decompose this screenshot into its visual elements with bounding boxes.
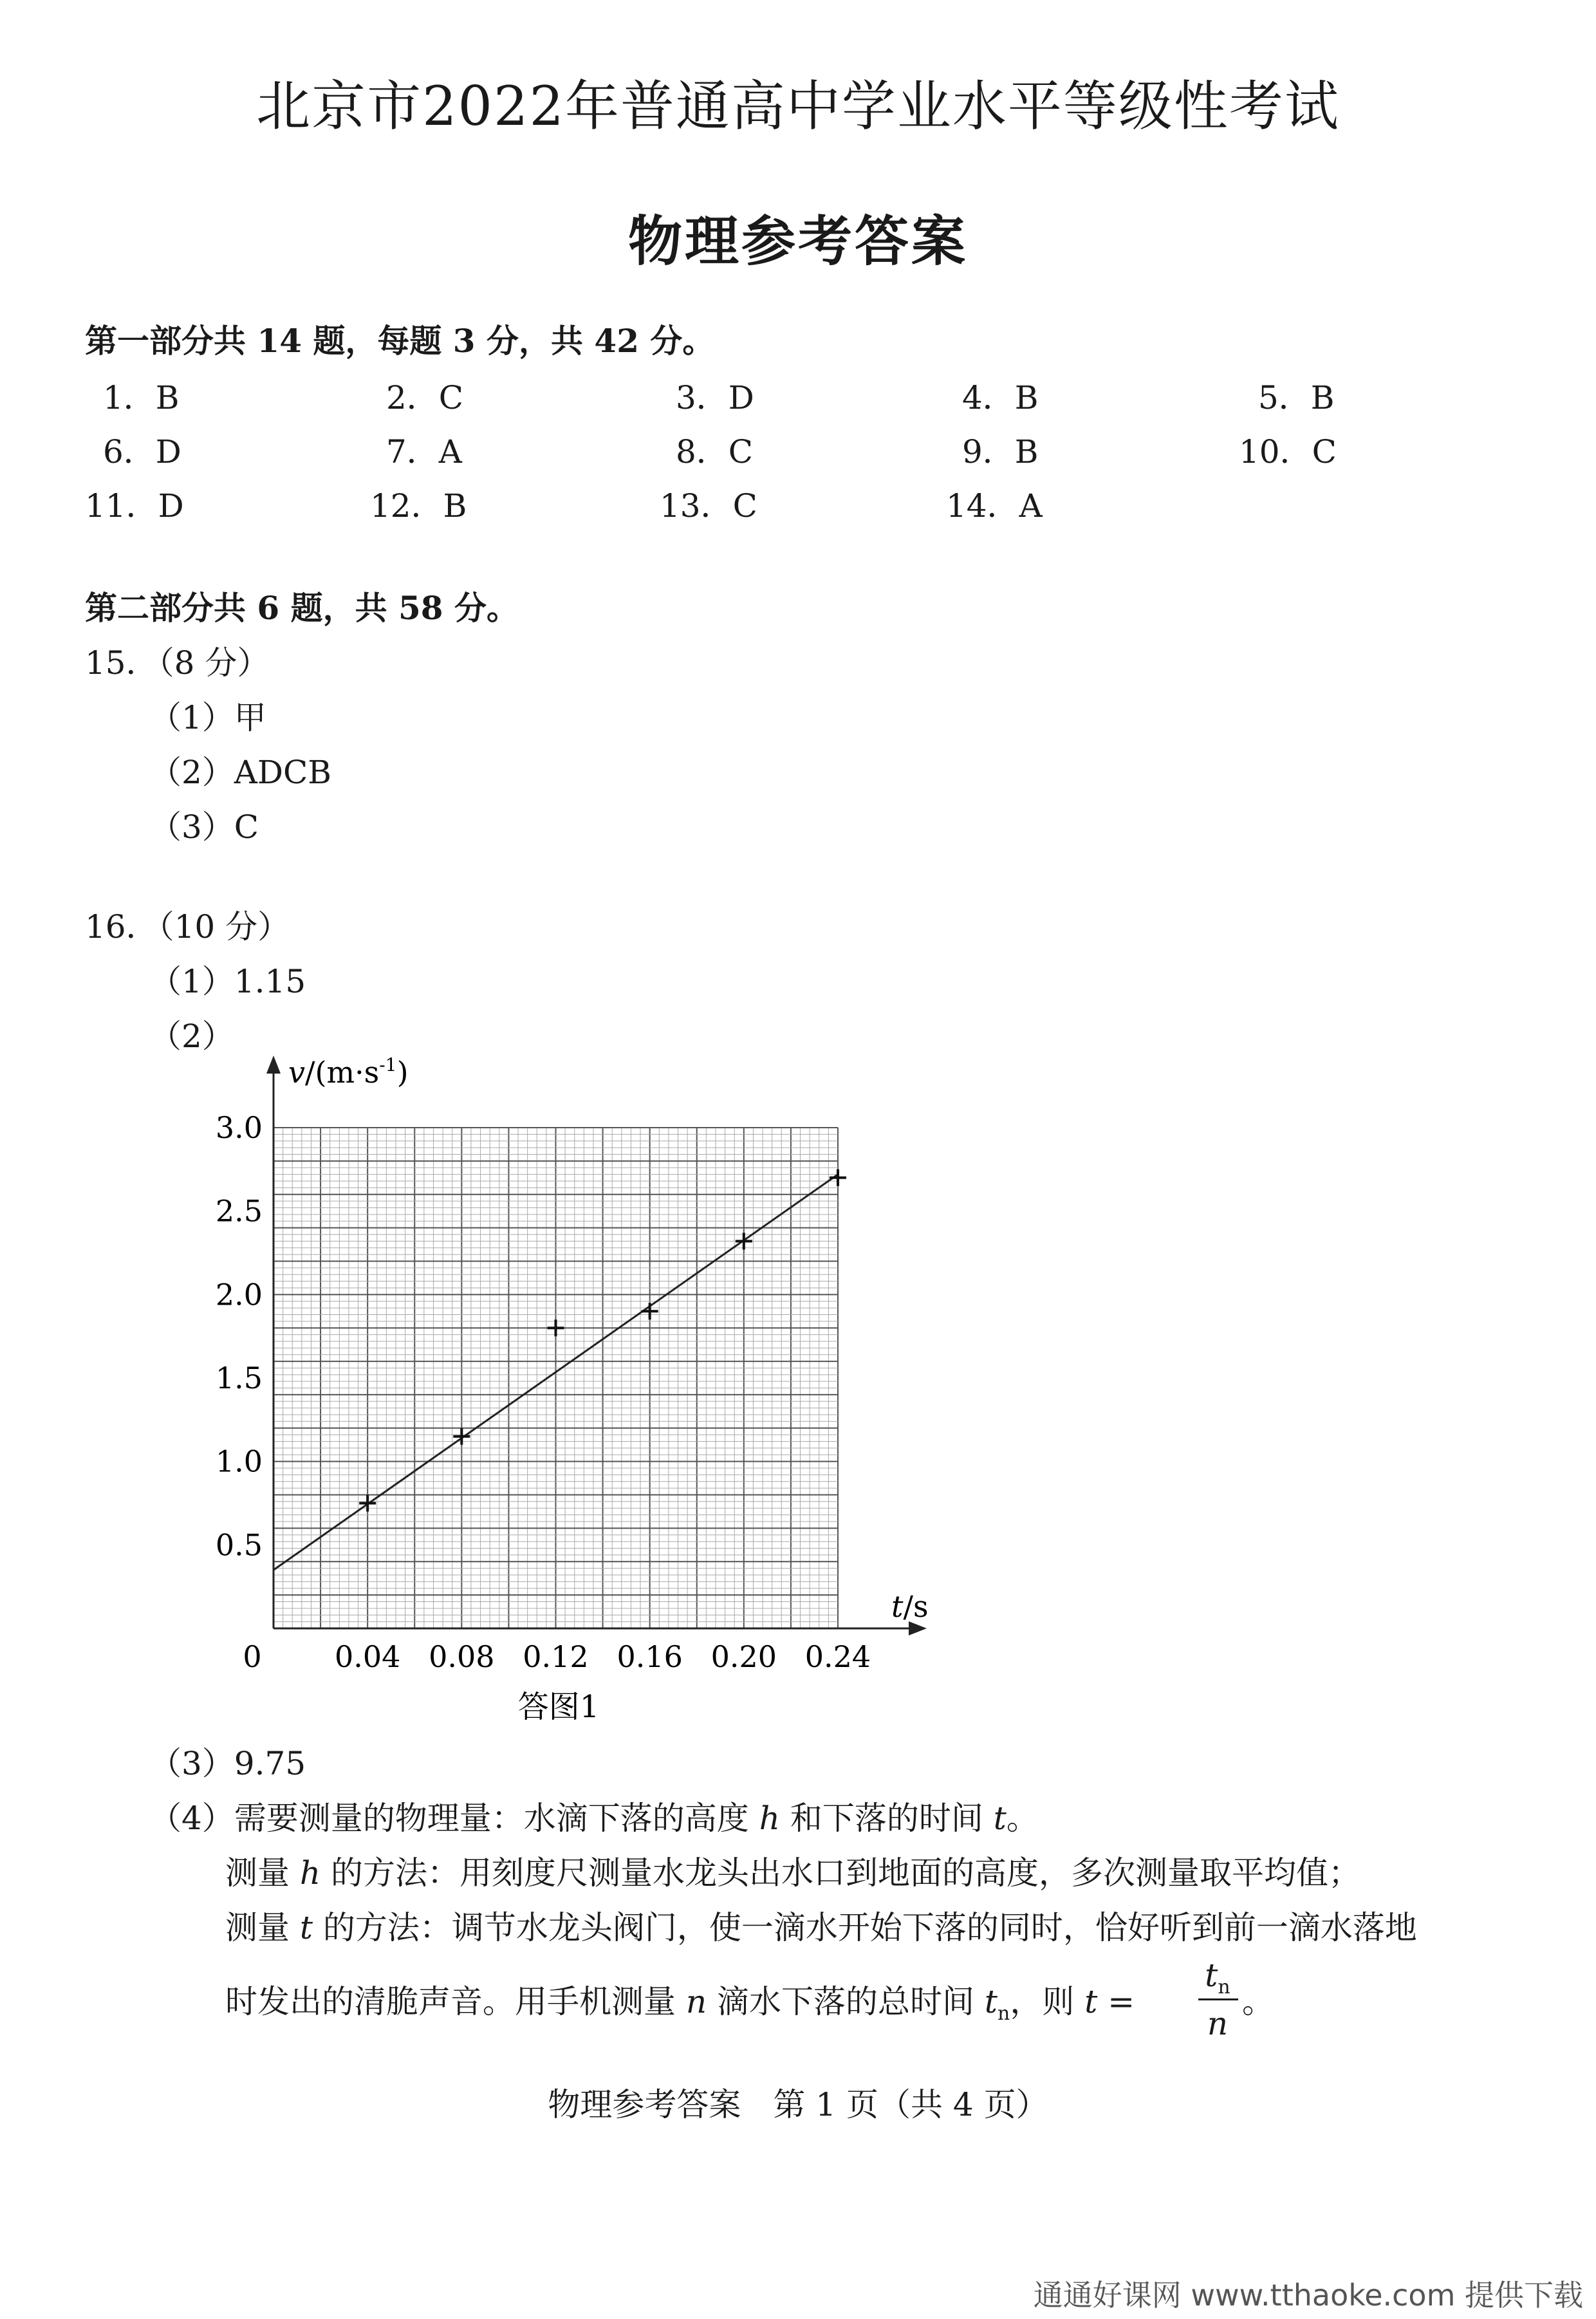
- text-fragment: 的方法：调节水龙头阀门，使一滴水开始下落的同时，恰好听到前一滴水落地: [313, 1909, 1417, 1946]
- q16-item-4-line4: [225, 1976, 1135, 2025]
- q16-item-4-line2: [225, 1847, 1360, 1894]
- var-h: h: [759, 1800, 780, 1837]
- var-t: t: [1084, 1983, 1098, 2020]
- answer-12: 12．B: [370, 487, 467, 525]
- text-fragment: 需要测量的物理量：水滴下落的高度: [234, 1800, 759, 1837]
- q16-item-4-line3: [225, 1902, 1417, 1948]
- fraction-end: 。: [1242, 1983, 1274, 2020]
- text-fragment: ，则: [1010, 1983, 1085, 2020]
- x-tick-label: 0.20: [710, 1639, 777, 1674]
- var-t: t: [993, 1800, 1007, 1837]
- answer-4: 4．B: [962, 379, 1039, 416]
- answer-2: 2．C: [386, 379, 464, 416]
- q15-item-3: （3）C: [149, 808, 259, 846]
- x-tick-label: 0.08: [429, 1639, 495, 1674]
- text-fragment: =: [1097, 1983, 1135, 2020]
- var-h: h: [299, 1854, 321, 1892]
- var-tn: t: [984, 1983, 998, 2020]
- page-title: 北京市2022年普通高中学业水平等级性考试: [256, 75, 1340, 138]
- answer-1: 1．B: [103, 379, 180, 416]
- y-tick-label: 3.0: [215, 1110, 263, 1145]
- y-tick-label: 2.0: [215, 1277, 263, 1312]
- answer-13: 13．C: [660, 487, 757, 525]
- q16-item-4-line1: [149, 1793, 1039, 1839]
- chart-caption: 答图1: [517, 1689, 600, 1725]
- q15-item-1: （1）甲: [149, 699, 266, 736]
- q16-item-1: （1）1.15: [149, 963, 306, 1000]
- var-n: n: [1207, 2005, 1229, 2042]
- answer-14: 14．A: [946, 487, 1043, 525]
- text-fragment: 测量: [225, 1854, 300, 1892]
- x-tick-label: 0.24: [804, 1639, 871, 1674]
- text-fragment: 测量: [225, 1909, 300, 1946]
- answer-6: 6．D: [103, 433, 181, 470]
- subscript-n: n: [1218, 1976, 1230, 1998]
- page-subtitle: 物理参考答案: [627, 209, 968, 273]
- answer-5: 5．B: [1258, 379, 1335, 416]
- text-fragment: 和下落的时间: [779, 1800, 994, 1837]
- answer-3: 3．D: [676, 379, 754, 416]
- x-tick-label: 0.12: [523, 1639, 589, 1674]
- answer-9: 9．B: [962, 433, 1039, 470]
- var-t: t: [299, 1909, 313, 1946]
- text-fragment: 的方法：用刻度尺测量水龙头出水口到地面的高度，多次测量取平均值；: [320, 1854, 1361, 1892]
- fraction-numerator: [1198, 1957, 1237, 1998]
- q16-item-4-label: （4）: [149, 1800, 234, 1837]
- q16-item-2: （2）: [149, 1018, 234, 1055]
- watermark: 通通好课网 www.tthaoke.com 提供下载: [1033, 2278, 1583, 2313]
- text-fragment: 。: [1006, 1800, 1039, 1837]
- y-tick-label: 2.5: [215, 1193, 263, 1229]
- q15-label: 15．（8 分）: [85, 644, 270, 682]
- q16-label: 16．（10 分）: [85, 908, 290, 945]
- x-tick-label: 0.16: [617, 1639, 683, 1674]
- text-fragment: 滴水下落的总时间: [707, 1983, 985, 2020]
- data-point: [642, 1303, 658, 1319]
- data-point: [830, 1169, 846, 1186]
- x-tick-label: 0.04: [334, 1639, 401, 1674]
- x-axis-label: t/s: [891, 1589, 929, 1624]
- part1-heading: 第一部分共 14 题，每题 3 分，共 42 分。: [85, 322, 715, 360]
- y-tick-label: 1.0: [215, 1444, 263, 1479]
- subscript-n: n: [998, 2002, 1010, 2025]
- data-point: [548, 1319, 564, 1336]
- answer-10: 10．C: [1239, 433, 1337, 470]
- page-footer: 物理参考答案 第 1 页（共 4 页）: [548, 2086, 1048, 2123]
- var-n: n: [685, 1983, 707, 2020]
- fraction-bar: [1198, 1998, 1238, 2000]
- origin-label: 0: [243, 1639, 262, 1674]
- y-tick-label: 1.5: [215, 1361, 263, 1395]
- fraction-denominator: [1198, 2005, 1237, 2042]
- y-axis-label: $v/(m\cdot s^{-1})$: [288, 1054, 409, 1090]
- y-tick-label: 0.5: [215, 1527, 263, 1563]
- answer-11: 11．D: [85, 487, 184, 525]
- part2-heading: 第二部分共 6 题，共 58 分。: [85, 589, 519, 627]
- q16-item-3: （3）9.75: [149, 1745, 306, 1782]
- answer-8: 8．C: [676, 433, 754, 470]
- text-fragment: 时发出的清脆声音。用手机测量: [225, 1983, 686, 2020]
- q15-item-2: （2）ADCB: [149, 754, 332, 791]
- answer-7: 7．A: [386, 433, 462, 470]
- y-axis-arrow: [266, 1056, 281, 1074]
- var-t: t: [1205, 1957, 1218, 1994]
